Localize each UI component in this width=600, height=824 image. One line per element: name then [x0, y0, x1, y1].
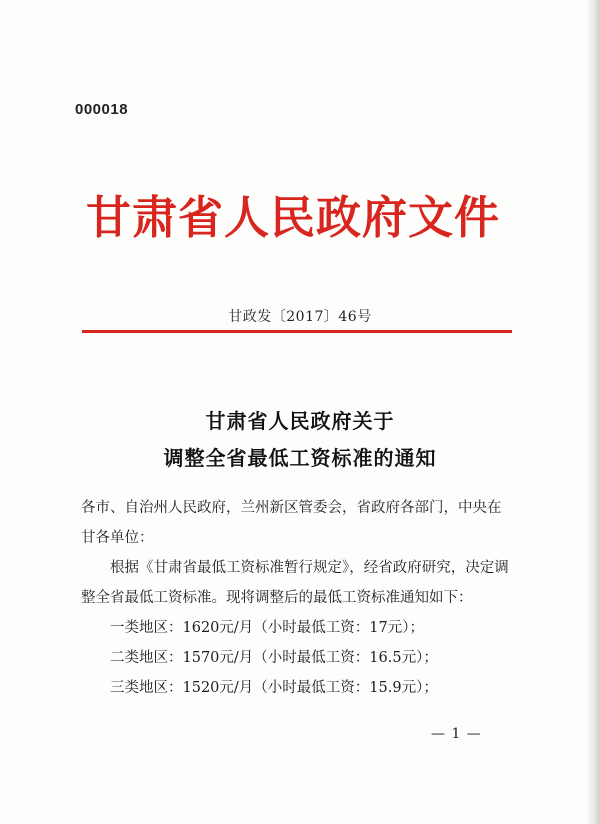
document-masthead: 甘肃省人民政府文件	[86, 191, 501, 244]
list-item: 一类地区：1620元/月（小时最低工资：17元）；	[110, 620, 424, 636]
document-body	[81, 493, 513, 703]
page-number: — 1 —	[431, 726, 482, 742]
body-paragraph: 根据《甘肃省最低工资标准暂行规定》，经省政府研究，决定调整全省最低工资标准。现将调整后的最低工资标准通知如下：	[81, 560, 509, 606]
document-title-line-2: 调整全省最低工资标准的通知	[163, 446, 437, 470]
red-separator-line	[82, 330, 512, 333]
addressee: 各市、自治州人民政府，兰州新区管委会，省政府各部门，中央在甘各单位：	[81, 500, 502, 546]
list-item: 二类地区：1570元/月（小时最低工资：16.5元）；	[110, 650, 438, 666]
list-item: 三类地区：1520元/月（小时最低工资：15.9元）；	[110, 680, 438, 696]
document-title-line-1: 甘肃省人民政府关于	[205, 409, 395, 433]
serial-number: 000018	[75, 101, 129, 118]
document-number: 甘政发〔2017〕46号	[228, 309, 372, 325]
